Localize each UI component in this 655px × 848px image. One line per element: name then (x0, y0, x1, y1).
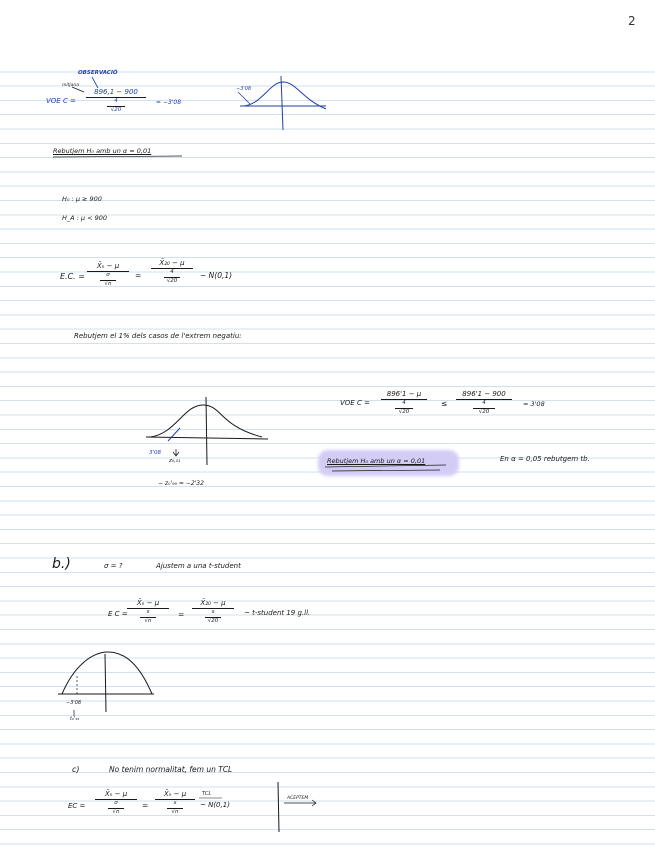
part-b-graph-label2: t₀'₉₅ (70, 716, 80, 722)
part-c-f2-num: X̄ₙ − μ (163, 790, 187, 798)
graph-z-value: − z₀'₉₉ = −2'32 (158, 480, 204, 487)
part-b-dist: ~ t-student 19 g.ll. (244, 609, 311, 617)
arrow-observacio (92, 77, 98, 88)
t-curve-b (58, 652, 154, 716)
part-c-side-note: ACEPTEM (287, 796, 309, 801)
part-c-dist: ~ N(0,1) (200, 801, 230, 809)
part-b-f2-den-bottom: √20 (207, 618, 219, 625)
voec2-f2-den-top: 4 (482, 400, 486, 407)
page-number: 2 (628, 14, 636, 28)
underline-reject-b1 (325, 465, 446, 467)
voec2-f1-den-bottom: √20 (398, 409, 410, 416)
part-b-f2-num: X̄₂₀ − μ (200, 599, 226, 607)
ec-f2-den-top: 4 (170, 269, 174, 276)
voec2-f2-num: 896'1 − 900 (462, 390, 506, 398)
voec2-leq: ≤ (441, 399, 448, 408)
alpha-note: En α = 0,05 rebutgem tb. (500, 455, 590, 463)
graph-label-308: 3'08 (149, 450, 162, 456)
part-c-tcl: TCL (202, 791, 212, 797)
part-c-f1-den-bottom: √n (112, 809, 120, 816)
part-c-label: c) (72, 765, 80, 774)
part-b-label: b.) (52, 556, 71, 572)
mitjana-label: mitjana (62, 83, 80, 88)
part-c-f1-num: X̄ₙ − μ (104, 790, 128, 798)
ec-label: E.C. = (60, 272, 85, 281)
graph-label-z: z₀,₀₁ (169, 458, 181, 464)
part-b-f2-den-top: s (211, 609, 215, 616)
part-b-graph-label: −3'08 (66, 700, 82, 706)
ec-f1-den-bottom: √n (104, 281, 112, 288)
ec-f2-num: X̄₂₀ − μ (159, 259, 185, 267)
side-bar-c (278, 782, 279, 832)
normal-curve-mid (146, 397, 268, 465)
voec-label: VOE C = (46, 97, 76, 105)
voec2-f1-num: 896'1 − μ (386, 390, 422, 398)
part-c-eq: = (142, 801, 149, 810)
part-c-f1-den-top: σ (114, 800, 118, 807)
part-b-eq: = (178, 610, 185, 619)
voec2-result: = 3'08 (523, 400, 545, 408)
part-b-f1-den-bottom: √n (144, 618, 152, 625)
voec2-f2-den-bottom: √20 (478, 409, 490, 416)
part-b-f1-den-top: s (146, 609, 150, 616)
part-b-text: Ajustem a una t-student (156, 562, 241, 570)
reject-text-b: Rebutjem H₀ amb un α = 0,01 (327, 457, 426, 465)
part-c-f2-den-top: s (173, 800, 177, 807)
ec-f1-num: X̄ₙ − μ (96, 262, 120, 270)
normal-curve-a (238, 76, 326, 130)
reject-tail-text: Rebutjem el 1% dels casos de l'extrem negatiu: (74, 332, 242, 340)
part-b-f1-num: X̄ₙ − μ (136, 599, 160, 607)
curve-label-a: −3'08 (236, 86, 252, 92)
side-note-arrow (284, 800, 316, 806)
part-b-sigma: σ = ? (104, 562, 123, 570)
part-c-f2-den-bottom: √n (171, 809, 179, 816)
ha-line: H_A : μ < 900 (62, 214, 108, 222)
underline-reject-b2 (332, 470, 440, 471)
ec-eq: = (135, 271, 142, 280)
reject-text-a: Rebutjem H₀ amb un α = 0,01 (53, 147, 152, 155)
arrow-mitjana (72, 87, 84, 92)
part-c-text: No tenim normalitat, fem un TCL (109, 765, 233, 774)
underline-reject-a (53, 156, 182, 157)
part-c-ec-label: EC = (68, 802, 86, 810)
voec2-label: VOE C = (340, 399, 370, 407)
voec-denominator-top: 4 (114, 98, 118, 105)
ec-f1-den-top: σ (106, 272, 110, 279)
h0-line: H₀ : μ ≥ 900 (62, 195, 102, 203)
voec-denominator-bottom: √20 (110, 107, 122, 114)
observacio-label: OBSERVACIÓ (78, 70, 118, 76)
part-b-ec-label: E C = (108, 610, 128, 618)
voec-numerator: 896,1 − 900 (94, 88, 138, 96)
ec-dist: ~ N(0,1) (200, 271, 233, 280)
voec-result: = −3'08 (156, 99, 182, 106)
ec-f2-den-bottom: √20 (166, 278, 178, 285)
voec2-f1-den-top: 4 (402, 400, 406, 407)
